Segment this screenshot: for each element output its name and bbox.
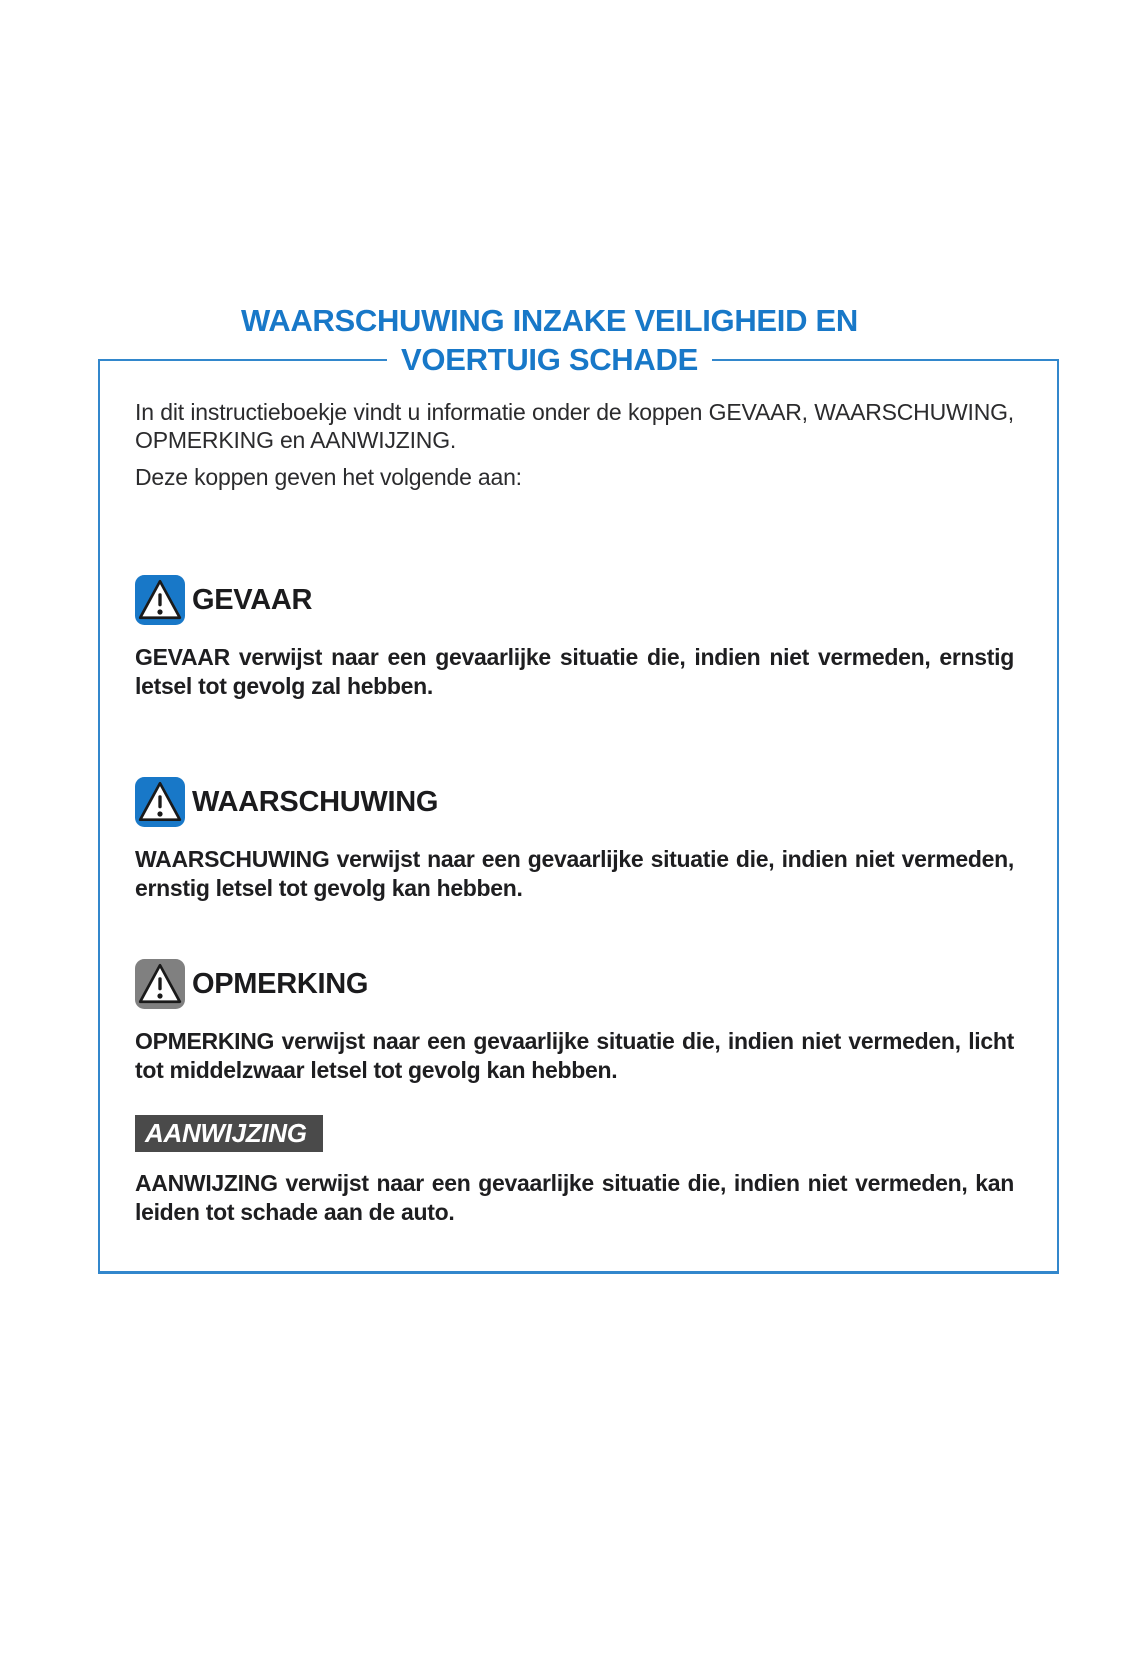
page-title [133, 301, 966, 379]
section-waarschuwing [135, 777, 1014, 903]
section-gevaar-body: GEVAAR verwijst naar een gevaarlijke situatie die, indien niet vermeden, ernstig letsel tot gevolg zal hebben. [135, 644, 1014, 699]
section-waarschuwing-heading-row [135, 777, 1014, 827]
safety-warning-box [98, 359, 1059, 1274]
section-opmerking [135, 959, 1014, 1085]
warning-triangle-icon [135, 575, 185, 625]
warning-triangle-icon [135, 777, 185, 827]
section-opmerking-heading-row [135, 959, 1014, 1009]
section-opmerking-body: OPMERKING verwijst naar een gevaarlijke situatie die, indien niet vermeden, licht tot middelzwaar letsel tot gevolg kan hebben. [135, 1028, 1014, 1083]
intro-paragraph-2: Deze koppen geven het volgende aan: [135, 464, 522, 490]
section-gevaar [135, 575, 1014, 701]
section-opmerking-heading: OPMERKING [192, 967, 369, 1000]
section-gevaar-heading: GEVAAR [192, 583, 313, 616]
safety-warning-content [100, 361, 1057, 1227]
page-title-line-1: WAARSCHUWING INZAKE VEILIGHEID EN [227, 301, 872, 340]
section-aanwijzing-body: AANWIJZING verwijst naar een gevaarlijke situatie die, indien niet vermeden, kan leiden tot schade aan de auto. [135, 1170, 1014, 1225]
warning-triangle-icon [135, 959, 185, 1009]
section-gevaar-heading-row [135, 575, 1014, 625]
section-waarschuwing-heading: WAARSCHUWING [192, 785, 439, 818]
aanwijzing-label: AANWIJZING [135, 1115, 323, 1152]
intro-paragraph-1: In dit instructieboekje vindt u informatie onder de koppen GEVAAR, WAARSCHUWING, OPMERKING en AANWIJZING. [135, 399, 1014, 453]
section-waarschuwing-body: WAARSCHUWING verwijst naar een gevaarlijke situatie die, indien niet vermeden, ernstig letsel tot gevolg kan hebben. [135, 846, 1014, 901]
section-aanwijzing [135, 1115, 1014, 1227]
page-title-line-2: VOERTUIG SCHADE [387, 340, 712, 379]
